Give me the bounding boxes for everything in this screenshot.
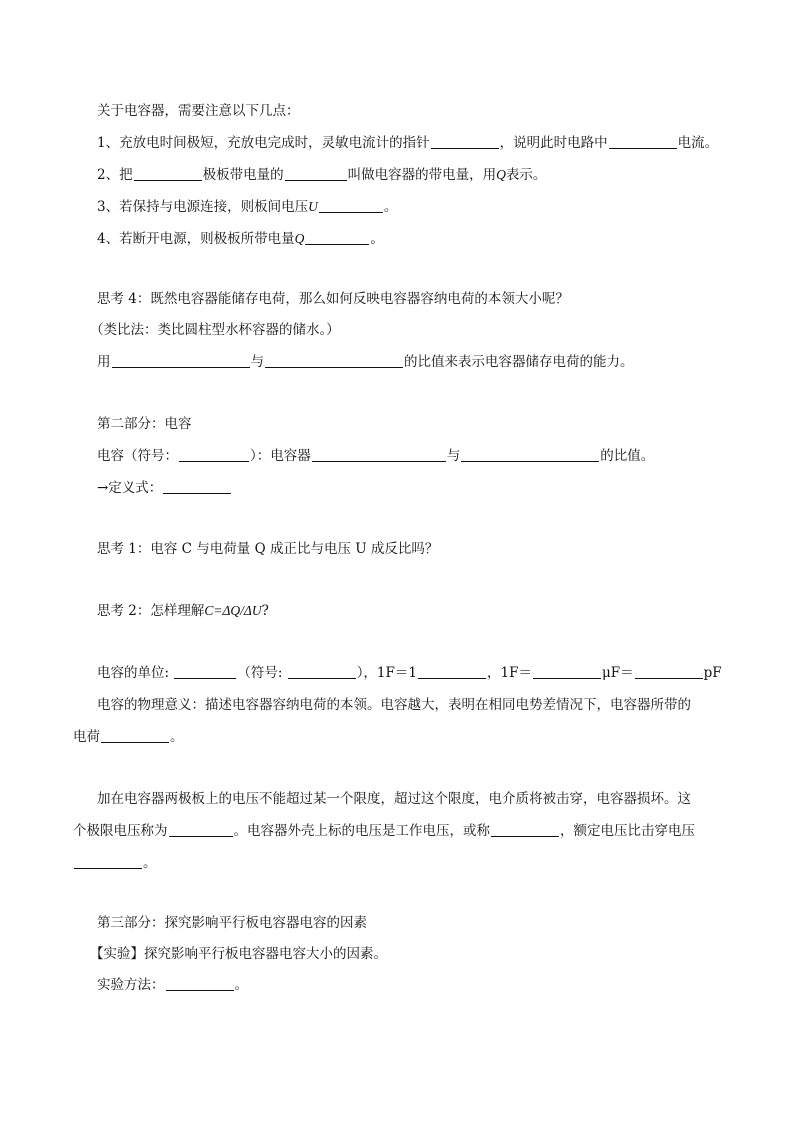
blank[interactable] [112,352,250,368]
physical-meaning-line-2: 电荷 。 [73,729,184,745]
blank[interactable] [285,165,347,181]
blank[interactable] [312,446,446,462]
blank[interactable] [418,663,486,679]
blank[interactable] [288,663,356,679]
physical-meaning-line-1: 电容的物理意义：描述电容器容纳电荷的本领。电容越大，表明在相同电势差情况下，电容器所带的 [97,697,691,713]
think4-question: 思考 4：既然电容器能储存电荷，那么如何反映电容器容纳电荷的本领大小呢？ [97,291,569,307]
experiment-heading: 【实验】探究影响平行板电容器电容大小的因素。 [90,946,387,962]
blank[interactable] [491,821,559,837]
notes-line-2: 2、把 极板带电量的 叫做电容器的带电量，用Q表示。 [97,167,547,183]
part2-title: 第二部分：电容 [97,416,192,432]
think4-hint: （类比法：类比圆柱型水杯容器的储水。） [90,322,340,338]
blank[interactable] [609,133,677,149]
blank[interactable] [431,133,499,149]
think4-answer: 用 与 的比值来表示电容器储存电荷的能力。 [97,354,634,370]
blank[interactable] [101,727,169,743]
capacitance-definition: 电容（符号： ）：电容器 与 的比值。 [97,448,655,464]
think2-question: 思考 2：怎样理解C=ΔQ/ΔU? [97,603,269,619]
blank[interactable] [533,663,601,679]
blank[interactable] [635,663,703,679]
blank[interactable] [163,478,231,494]
blank[interactable] [179,446,249,462]
experiment-method: 实验方法： 。 [97,977,248,993]
capacitance-units: 电容的单位: （符号: ），1F＝1 ，1F＝ μF＝ pF [97,665,722,681]
blank[interactable] [174,663,236,679]
definition-formula: →定义式： [97,478,232,498]
notes-line-1: 1、充放电时间极短，充放电完成时，灵敏电流计的指针 ，说明此时电路中 电流。 [97,135,719,151]
blank[interactable] [74,853,142,869]
blank[interactable] [169,821,233,837]
voltage-line-3: 。 [73,853,157,873]
blank[interactable] [134,165,202,181]
blank[interactable] [461,446,599,462]
blank[interactable] [319,197,383,213]
voltage-line-2: 个极限电压称为 。电容器外壳上标的电压是工作电压，或称 ，额定电压比击穿电压 [73,823,695,839]
think1-question: 思考 1：电容 C 与电荷量 Q 成正比与电压 U 成反比吗？ [97,541,439,557]
notes-heading: 关于电容器，需要注意以下几点： [97,103,300,119]
notes-line-4: 4、若断开电源，则极板所带电量Q 。 [97,231,384,247]
voltage-line-1: 加在电容器两极板上的电压不能超过某一个限度，超过这个限度，电介质将被击穿，电容器损坏。这 [97,791,691,807]
notes-line-3: 3、若保持与电源连接，则板间电压U 。 [97,199,398,215]
blank[interactable] [305,229,369,245]
blank[interactable] [166,975,234,991]
part3-title: 第三部分：探究影响平行板电容器电容的因素 [97,915,367,931]
blank[interactable] [265,352,403,368]
